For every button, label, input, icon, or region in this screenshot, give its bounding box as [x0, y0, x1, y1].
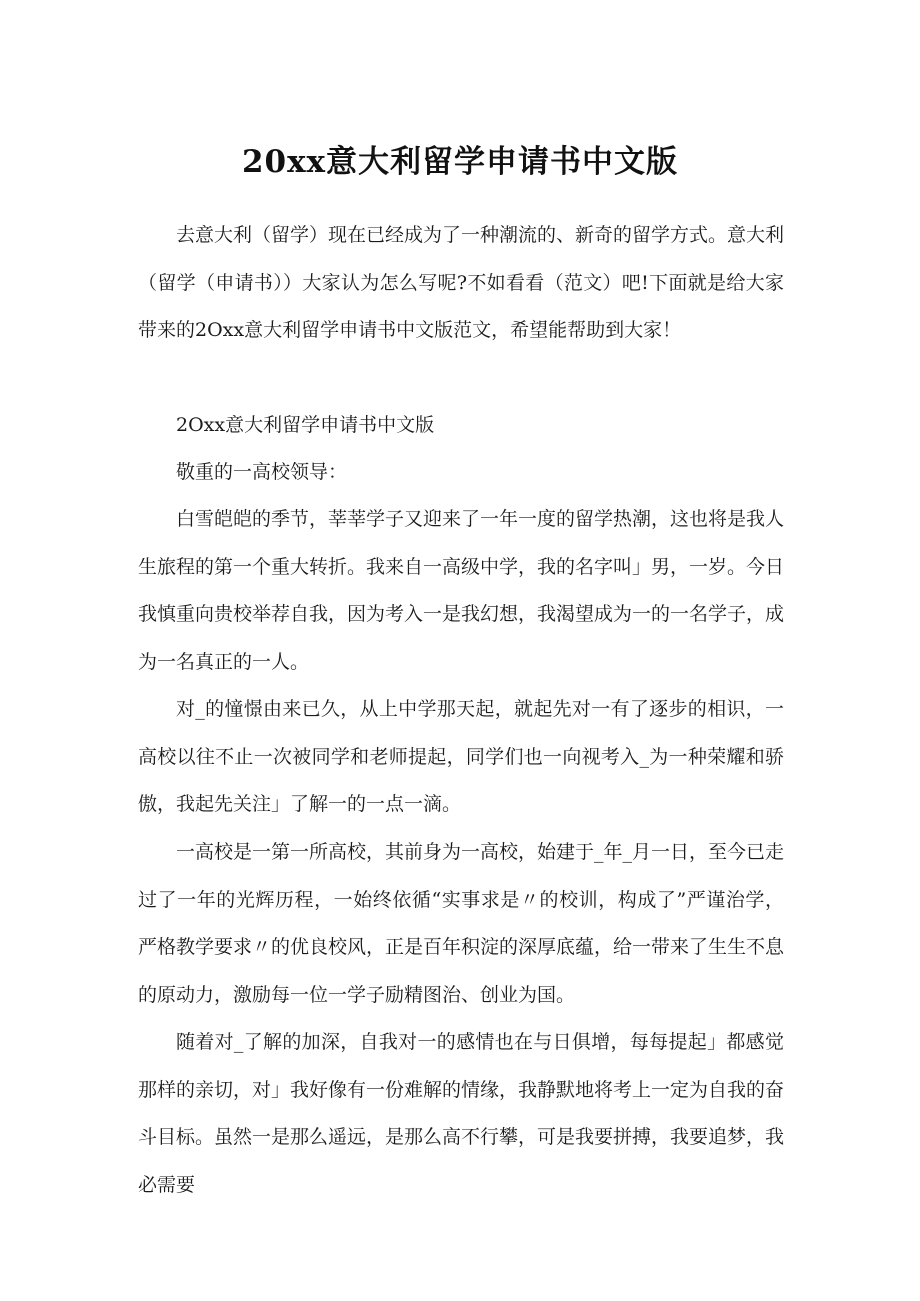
letter-heading: 2Oxx意大利留学申请书中文版 [176, 414, 435, 436]
document-title: 20xx意大利留学申请书中文版 [241, 144, 679, 180]
intro-paragraph: 去意大利（留学）现在已经成为了一种潮流的、新奇的留学方式。意大利（留学（申请书））大家认为怎么写呢?不如看看（范文）吧!下面就是给大家带来的2Oxx意大利留学申请书中文版范文，希望能帮助到大家！ [138, 224, 785, 341]
body-paragraph: 对_的憧憬由来已久，从上中学那天起，就起先对一有了逐步的相识，一高校以往不止一次被同学和老师提起，同学们也一向视考入_为一种荣耀和骄傲，我起先关注」了解一的一点一滴。 [138, 698, 784, 815]
body-paragraph: 白雪皑皑的季节，莘莘学子又迎来了一年一度的留学热潮，这也将是我人生旅程的第一个重大转折。我来自一高级中学，我的名字叫」男，一岁。今日我慎重向贵校举荐自我，因为考入一是我幻想，我渴望成为一的一名学子，成为一名真正的一人。 [138, 508, 785, 673]
body-paragraph: 一高校是一第一所高校，其前身为一高校，始建于_年_月一日，至今已走过了一年的光辉历程，一始终依循“实事求是〃的校训，构成了”严谨治学，严格教学要求〃的优良校风，正是百年积淀的深厚底蕴，给一带来了生生不息的原动力，激励每一位一学子励精图治、创业为国。 [138, 841, 785, 1006]
body-paragraph: 随着对_了解的加深，自我对一的感情也在与日俱增，每每提起」都感觉那样的亲切，对」我好像有一份难解的情缘，我静默地将考上一定为自我的奋斗目标。虽然一是那么遥远，是那么高不行攀，可是我要拼搏，我要追梦，我必需要 [138, 1031, 785, 1196]
salutation: 敬重的一高校领导： [176, 461, 348, 483]
